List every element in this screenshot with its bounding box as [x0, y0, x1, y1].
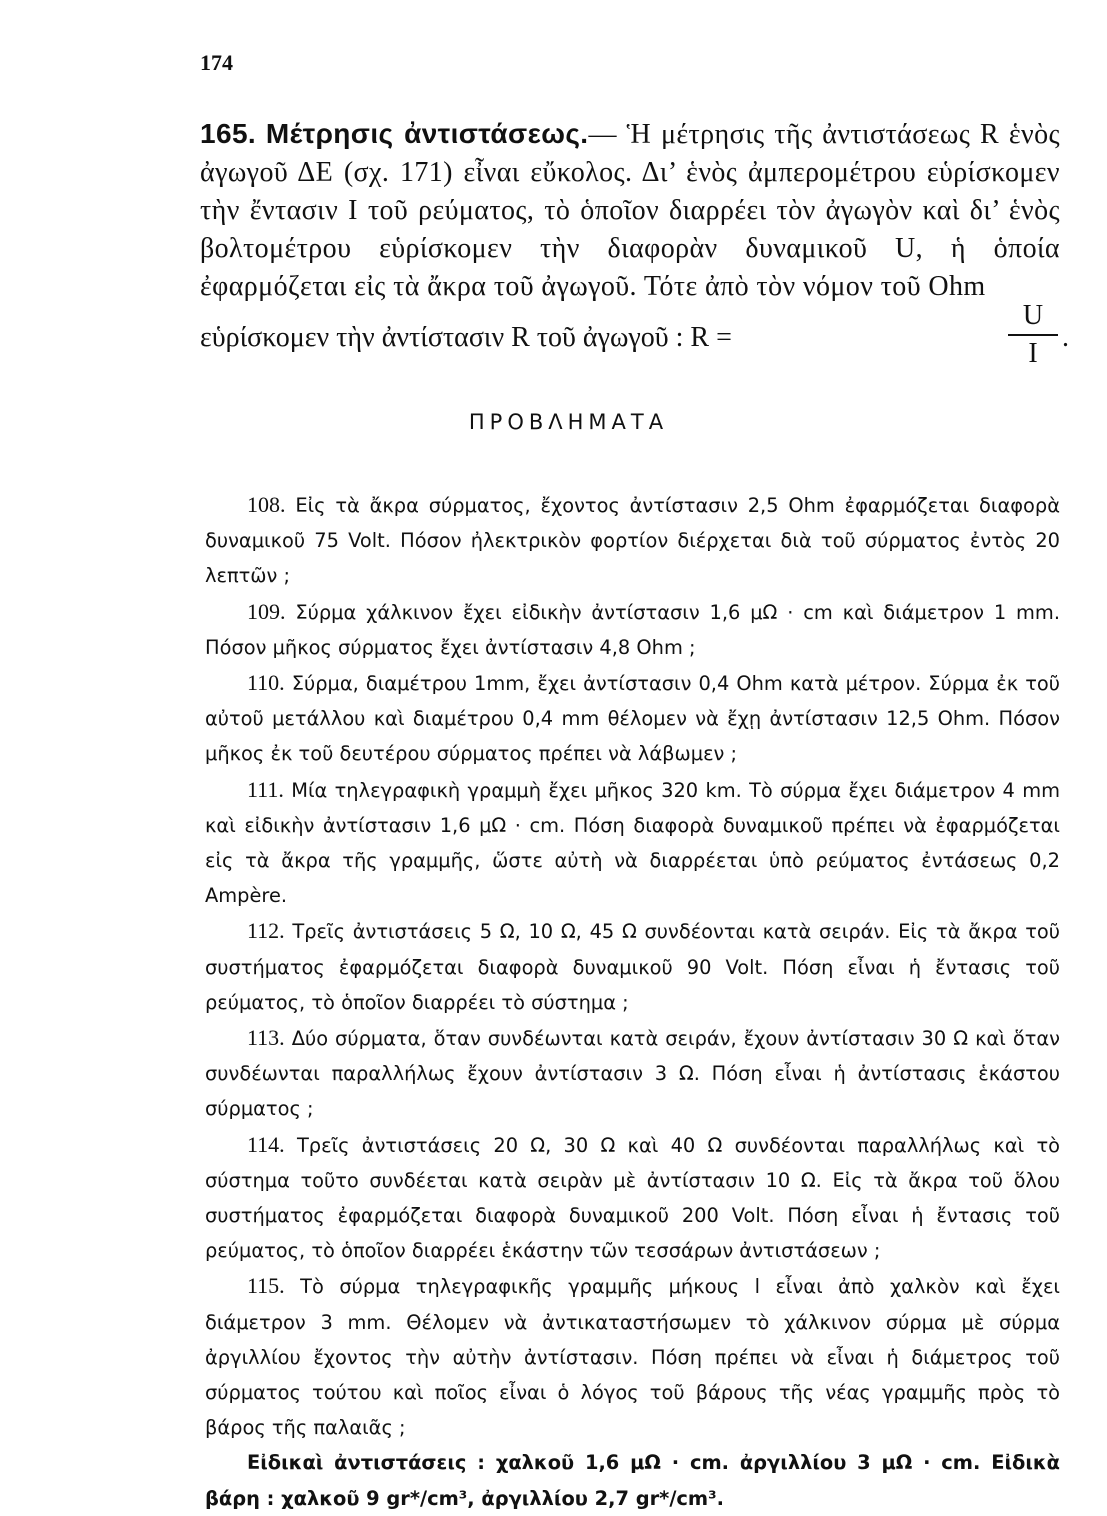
fraction-bar [1008, 334, 1058, 336]
formula-end: . [1062, 322, 1069, 353]
problem-text: Σύρμα χάλκινον ἔχει εἰδικὴν ἀντίστασιν 1,6 μΩ · cm καὶ διάμετρον 1 mm. Πόσον μῆκος σύρματος ἔχει ἀντίστασιν 4,8 Ohm ; [205, 600, 1060, 659]
problem-text: Εἰς τὰ ἄκρα σύρματος, ἔχοντος ἀντίστασιν 2,5 Ohm ἐφαρμόζεται διαφορὰ δυναμικοῦ 75 Volt. Πόσον ἠλεκτρικὸν φορτίον διέρχεται διὰ τοῦ σύρματος ἐντὸς 20 λεπτῶν ; [205, 494, 1060, 588]
problem-text: Τρεῖς ἀντιστάσεις 5 Ω, 10 Ω, 45 Ω συνδέονται κατὰ σειράν. Εἰς τὰ ἄκρα τοῦ συστήματος ἐφαρμόζεται διαφορὰ δυναμικοῦ 90 Volt. Πόση εἶναι ἡ ἔντασις τοῦ ρεύματος, τὸ ὁποῖον διαρρέει τὸ σύστημα ; [205, 920, 1060, 1014]
problem-item [205, 1127, 1060, 1269]
problem-number: 115. [247, 1273, 285, 1299]
problem-number: 112. [247, 918, 285, 944]
constants-note: Εἰδικαὶ ἀντιστάσεις : χαλκοῦ 1,6 μΩ · cm. ἀργιλλίου 3 μΩ · cm. Εἰδικὰ βάρη : χαλκοῦ 9 gr*/cm³, ἀργιλλίου 2,7 gr*/cm³. [205, 1451, 1060, 1510]
problem-item [205, 665, 1060, 772]
problem-number: 114. [247, 1131, 285, 1157]
problem-item [205, 594, 1060, 665]
problem-number: 110. [247, 670, 285, 696]
section-paragraph [200, 115, 1060, 306]
problem-number: 109. [247, 598, 286, 624]
section-text: — Ἡ μέτρησις τῆς ἀντιστάσεως R ἑνὸς ἀγωγοῦ ΔΕ (σχ. 171) εἶναι εὔκολος. Δι’ ἑνὸς ἀμπερομέτρου εὑρίσκομεν τὴν ἔντασιν I τοῦ ρεύματος, τὸ ὁποῖον διαρρέει τὸν ἀγωγὸν καὶ δι’ ἑνὸς βολτομέτρου εὑρίσκομεν τὴν διαφορὰν δυναμικοῦ U, ἡ ὁποία ἐφαρμόζεται εἰς τὰ ἄκρα τοῦ ἀγωγοῦ. Τότε ἀπὸ τὸν νόμον τοῦ Ohm [200, 119, 1060, 302]
formula-fraction [1008, 300, 1058, 370]
section-number: 165. [200, 118, 257, 149]
problem-number: 108. [247, 492, 286, 517]
problem-text: Μία τηλεγραφικὴ γραμμὴ ἔχει μῆκος 320 km. Τὸ σύρμα ἔχει διάμετρον 4 mm καὶ εἰδικὴν ἀντίστασιν 1,6 μΩ · cm. Πόση διαφορὰ δυναμικοῦ πρέπει νὰ ἐφαρμόζεται εἰς τὰ ἄκρα τῆς γραμμῆς, ὥστε αὐτὴ νὰ διαρρέεται ὑπὸ ρεύματος ἐντάσεως 0,2 Ampère. [205, 778, 1060, 908]
problems-list [205, 487, 1060, 1516]
problems-heading: ΠΡΟΒΛΗΜΑΤΑ [468, 410, 669, 434]
problem-item [205, 1268, 1060, 1445]
section-title: Μέτρησις ἀντιστάσεως. [265, 118, 589, 149]
problem-item [205, 772, 1060, 914]
page-number: 174 [200, 50, 233, 75]
problem-item [205, 487, 1060, 594]
problem-text: Σύρμα, διαμέτρου 1mm, ἔχει ἀντίστασιν 0,4 Ohm κατὰ μέτρον. Σύρμα ἐκ τοῦ αὐτοῦ μετάλλου καὶ διαμέτρου 0,4 mm θέλομεν νὰ ἔχῃ ἀντίστασιν 12,5 Ohm. Πόσον μῆκος ἐκ τοῦ δευτέρου σύρματος πρέπει νὰ λάβωμεν ; [205, 672, 1060, 766]
formula-lead-text: εὑρίσκομεν τὴν ἀντίστασιν R τοῦ ἀγωγοῦ : R = [200, 322, 732, 353]
formula-numerator: U [1022, 300, 1044, 331]
formula-denominator: I [1028, 338, 1038, 369]
section-165 [200, 115, 1060, 306]
ohm-law-formula [200, 300, 1069, 380]
problem-item [205, 1020, 1060, 1127]
problem-item [205, 913, 1060, 1020]
problem-text: Τρεῖς ἀντιστάσεις 20 Ω, 30 Ω καὶ 40 Ω συνδέονται παραλλήλως καὶ τὸ σύστημα τοῦτο συνδέεται κατὰ σειρὰν μὲ ἀντίστασιν 10 Ω. Εἰς τὰ ἄκρα τοῦ ὅλου συστήματος ἐφαρμόζεται διαφορὰ δυναμικοῦ 200 Volt. Πόση εἶναι ἡ ἔντασις τοῦ ρεύματος, τὸ ὁποῖον διαρρέει ἑκάστην τῶν τεσσάρων ἀντιστάσεων ; [205, 1133, 1060, 1263]
problem-text: Δύο σύρματα, ὅταν συνδέωνται κατὰ σειράν, ἔχουν ἀντίστασιν 30 Ω καὶ ὅταν συνδέωνται παραλλήλως ἔχουν ἀντίστασιν 3 Ω. Πόση εἶναι ἡ ἀντίστασις ἑκάστου σύρματος ; [205, 1027, 1060, 1121]
problem-number: 113. [247, 1025, 285, 1051]
problem-text: Τὸ σύρμα τηλεγραφικῆς γραμμῆς μήκους l εἶναι ἀπὸ χαλκὸν καὶ ἔχει διάμετρον 3 mm. Θέλομεν νὰ ἀντικαταστήσωμεν τὸ χάλκινον σύρμα μὲ σύρμα ἀργιλλίου ἔχοντος τὴν αὐτὴν ἀντίστασιν. Πόση πρέπει νὰ εἶναι ἡ διάμετρος τοῦ σύρματος τούτου καὶ ποῖος εἶναι ὁ λόγος τοῦ βάρους τῆς νέας γραμμῆς πρὸς τὸ βάρος τῆς παλαιᾶς ; [205, 1275, 1060, 1440]
problem-number: 111. [247, 776, 284, 802]
